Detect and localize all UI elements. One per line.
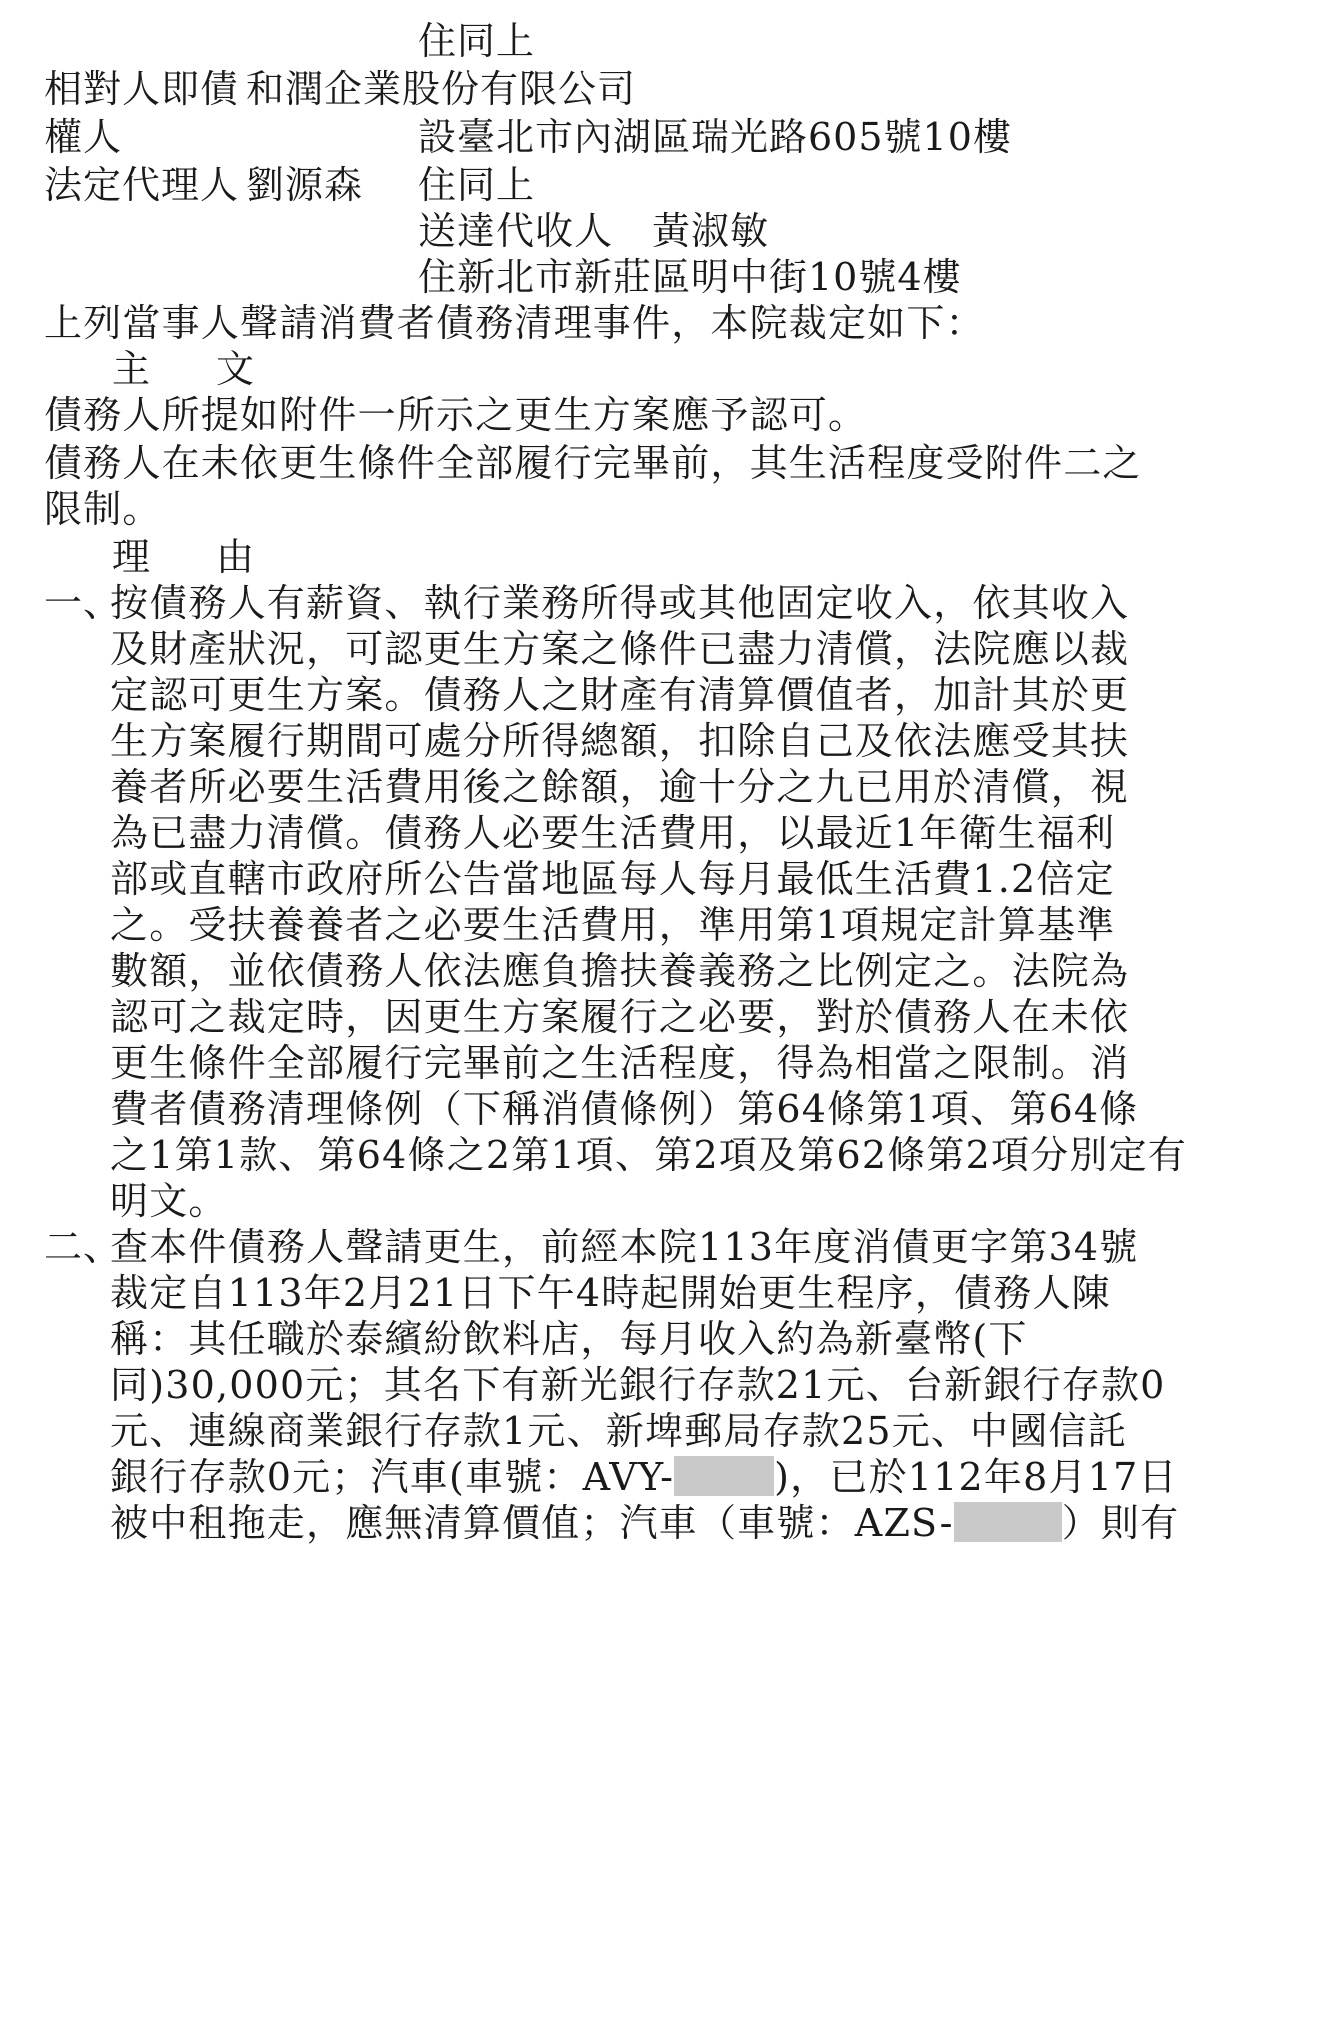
section-1-line: 更生條件全部履行完畢前之生活程度，得為相當之限制。消: [110, 1041, 1130, 1085]
opponent-address: 設臺北市內湖區瑞光路605號10樓: [418, 115, 1012, 159]
plate-2-suffix: ）則有: [1061, 1501, 1180, 1545]
agent-address: 住新北市新莊區明中街10號4樓: [418, 255, 962, 299]
rep-name: 劉源森: [246, 163, 364, 207]
section-1-line: 定認可更生方案。債務人之財產有清算價值者，加計其於更: [110, 673, 1130, 717]
main-line-1: 債務人所提如附件一所示之更生方案應予認可。: [44, 393, 868, 437]
section-1-marker: 一、: [44, 581, 123, 625]
section-2-line: 裁定自113年2月21日下午4時起開始更生程序，債務人陳: [110, 1271, 1111, 1315]
reason-heading: 理 由: [112, 535, 269, 579]
section-1-line: 之。受扶養養者之必要生活費用，準用第1項規定計算基準: [110, 903, 1116, 947]
section-2-line: 稱：其任職於泰繽紛飲料店，每月收入約為新臺幣(下: [110, 1317, 1028, 1361]
section-1-line: 認可之裁定時，因更生方案履行之必要，對於債務人在未依: [110, 995, 1130, 1039]
rep-label: 法定代理人: [44, 163, 240, 207]
section-2-line-plate-2: [110, 1500, 1179, 1546]
header-line-1: 住同上: [418, 19, 536, 63]
redaction-box: [674, 1456, 774, 1496]
opponent-label-cont: 權人: [44, 115, 123, 159]
section-2-line: 查本件債務人聲請更生，前經本院113年度消債更字第34號: [110, 1225, 1139, 1269]
section-2-line-plate-1: [110, 1454, 1178, 1500]
opponent-name: 和潤企業股份有限公司: [246, 67, 637, 111]
section-2-line: 同)30,000元；其名下有新光銀行存款21元、台新銀行存款0: [110, 1363, 1166, 1407]
section-1-line: 生方案履行期間可處分所得總額，扣除自己及依法應受其扶: [110, 719, 1130, 763]
section-1-line: 為已盡力清償。債務人必要生活費用，以最近1年衛生福利: [110, 811, 1116, 855]
section-1-line: 之1第1款、第64條之2第1項、第2項及第62條第2項分別定有: [110, 1133, 1187, 1177]
plate-1-prefix: 銀行存款0元；汽車(車號：AVY-: [110, 1455, 675, 1499]
plate-2-prefix: 被中租拖走，應無清算價值；汽車（車號：AZS-: [110, 1501, 954, 1545]
section-1-line: 明文。: [110, 1179, 228, 1223]
section-1-line: 部或直轄市政府所公告當地區每人每月最低生活費1.2倍定: [110, 857, 1115, 901]
main-line-3: 限制。: [44, 487, 162, 531]
section-1-line: 養者所必要生活費用後之餘額，逾十分之九已用於清償，視: [110, 765, 1130, 809]
plate-1-suffix: )，已於112年8月17日: [774, 1455, 1178, 1499]
opponent-label: 相對人即債: [44, 67, 240, 111]
section-1-line: 數額，並依債務人依法應負擔扶養義務之比例定之。法院為: [110, 949, 1130, 993]
section-2-line: 元、連線商業銀行存款1元、新埤郵局存款25元、中國信託: [110, 1409, 1127, 1453]
section-1-line: 及財產狀況，可認更生方案之條件已盡力清償，法院應以裁: [110, 627, 1130, 671]
intro-line: 上列當事人聲請消費者債務清理事件，本院裁定如下：: [44, 301, 985, 345]
service-agent: 送達代收人 黃淑敏: [418, 209, 770, 253]
main-line-2: 債務人在未依更生條件全部履行完畢前，其生活程度受附件二之: [44, 441, 1142, 485]
redaction-box: [954, 1502, 1062, 1542]
section-1-line: 按債務人有薪資、執行業務所得或其他固定收入，依其收入: [110, 581, 1130, 625]
main-heading: 主 文: [112, 347, 269, 391]
rep-address: 住同上: [418, 163, 536, 207]
section-1-line: 費者債務清理條例（下稱消債條例）第64條第1項、第64條: [110, 1087, 1139, 1131]
section-2-marker: 二、: [44, 1225, 123, 1269]
